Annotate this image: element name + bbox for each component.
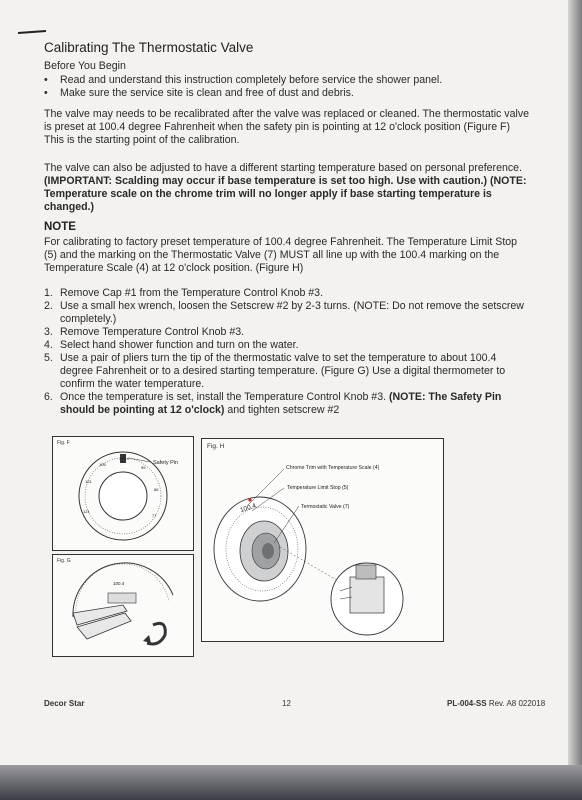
figure-g (52, 554, 194, 657)
step-item: 4. Select hand shower function and turn on the water. (44, 339, 299, 351)
figure-f-label: Fig. F (57, 440, 70, 446)
step-item: 5. Use a pair of pliers turn the tip of the thermostatic valve to set the temperature to about 100.4 degree Fahrenheit or to a desired starting temperature. (Figure G) Use a digital thermometer to confirm the water temperature. (44, 352, 506, 390)
callout-label-4: Chrome Trim with Temperature Scale (4) (286, 465, 380, 471)
scale-label: 100.4 (113, 581, 125, 586)
scanner-shadow (0, 765, 582, 800)
figure-g-label: Fig. G (57, 558, 71, 564)
scale-label: 77 (152, 513, 157, 518)
step-item: 3. Remove Temperature Control Knob #3. (44, 326, 245, 338)
note-heading: NOTE (44, 221, 76, 233)
intro-paragraph: The valve may needs to be recalibrated after the valve was replaced or cleaned. The thermostatic valve is preset at 100.4 degree Fahrenheit when the safety pin is pointing at 12 o'clock position (Figure F) This is the starting point of the calibration. (44, 108, 530, 146)
limit-stop-marker (248, 498, 251, 501)
bullet-item: • Make sure the service site is clean and free of dust and debris. (44, 87, 354, 99)
callout-label-5: Temperature Limit Stop (5) (287, 485, 349, 491)
step-item: 6. Once the temperature is set, install the Temperature Control Knob #3. (NOTE: The Safety Pin should be pointing at 12 o'clock) and tighten setscrew #2 (44, 391, 502, 416)
scale-label: 113 (85, 479, 92, 484)
dial-diagram (53, 437, 193, 550)
scale-label: 121 (83, 509, 90, 514)
step-item: 1. Remove Cap #1 from the Temperature Control Knob #3. (44, 287, 324, 299)
page-edge (568, 0, 582, 765)
scale-label: 86 (154, 487, 159, 492)
safety-pin-label: Safety Pin (153, 460, 179, 466)
bullet-item: • Read and understand this instruction completely before service the shower panel. (44, 74, 443, 86)
step-item: 2. Use a small hex wrench, loosen the Setscrew #2 by 2-3 turns. (NOTE: Do not remove the setscrew completely.) (44, 300, 524, 325)
page-title: Calibrating The Thermostatic Valve (44, 40, 254, 55)
scale-label: 100.4 (119, 456, 130, 461)
page-number: 12 (282, 699, 291, 708)
valve-assembly-diagram (202, 439, 443, 641)
scale-label: 100.4 (239, 502, 257, 515)
footer-brand: Decor Star (44, 699, 85, 708)
steps-list (44, 287, 530, 417)
before-heading: Before You Begin (44, 60, 126, 72)
inner-hub (99, 472, 147, 520)
scale-label: 106 (99, 462, 106, 467)
valve-tip (108, 593, 136, 603)
scale-label: 95 (141, 465, 146, 470)
warning-paragraph: The valve can also be adjusted to have a different starting temperature based on personal preference. (IMPORTANT: Scalding may occur if base temperature is set too high. Use with caution.) (NOTE: Temperature scale on the chrome trim will no longer apply if base starting temperature is changed.) (44, 162, 527, 213)
figure-f (52, 436, 194, 551)
callout-label-7: Termostatic Valve (7) (301, 504, 350, 510)
pliers-diagram (53, 555, 193, 656)
note-paragraph: For calibrating to factory preset temperature of 100.4 degree Fahrenheit. The Temperature Limit Stop (5) and the marking on the Thermostatic Valve (7) MUST all line up with the 100.4 marking on the Temperature Scale (4) at 12 o'clock position. (Figure H) (44, 236, 518, 274)
figure-h-label: Fig. H (207, 443, 225, 450)
margin-mark (18, 30, 46, 34)
figure-h (201, 438, 444, 642)
doc-reference: PL-004-SS Rev. A8 022018 (447, 699, 546, 708)
